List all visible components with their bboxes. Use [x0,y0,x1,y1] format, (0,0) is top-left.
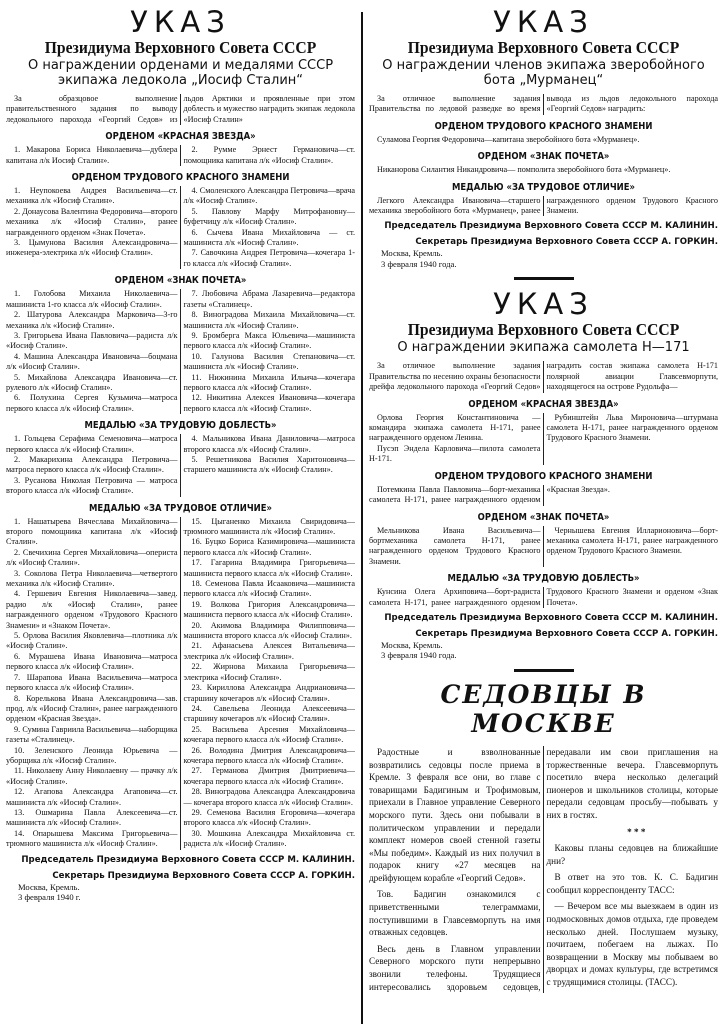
awardee-item: 1. Макарова Бориса Николаевича—дублера капитана л/к Иосиф Сталин». [6,145,178,165]
awardee-item: 24. Савельева Леонида Алексеевича—старшину кочегаров л/к «Иосиф Сталин». [183,703,355,724]
separator-rule [514,669,574,672]
award-heading: ОРДЕНОМ ТРУДОВОГО КРАСНОГО ЗНАМЕНИ [71,172,290,184]
award-list [369,196,718,217]
article-paragraph: — Вечером все мы выезжаем в один из подмосковных домов отдыха, где проведем несколько дней. Послушаем музыку, почитаем, побегаем на лыжах. По возвращении в Москву мы побываем во дворцах и домах культуры, где встретимся с трудящимися столицы. (ТАСС). [546,901,718,988]
decree-issuer: Президиума Верховного Совета СССР [407,320,680,340]
awardee-item: 28. Виноградова Александра Александровича — кочегара второго класса л/к «Иосиф Сталин». [183,787,355,807]
article-paragraph: В ответ на это тов. К. С. Бадигин сообщил корреспонденту ТАСС: [546,872,718,895]
awardee-item: 1. Гольцева Серафима Семеновича—матроса первого класса л/к «Иосиф Сталин». [6,434,178,454]
awardee-item: Пусэп Эндела Карловича—пилота самолета Н-171. [369,443,541,464]
award-list [369,135,718,145]
awardee-item: 1. Голобова Михаила Николаевича—машиниста 1-го класса л/к «Иосиф Сталин». [6,289,178,309]
decree-plane-n171 [369,288,718,661]
awardee-item: 19. Волкова Григория Александровича—машиниста первого класса л/к «Иосиф Сталин». [183,599,355,620]
awardee-item: 3. Григорьева Ивана Павловича—радиста л/к «Иосиф Сталин». [6,330,178,351]
intro-paragraph: За отличное выполнение задания Правительства по ледовой разведке во время вывода из льдов ледокольного парохода «Георгий Седов» наградить: [369,94,718,114]
awardee-item: 26. Володина Дмитрия Александровича—кочегара первого класса л/к «Иосиф Сталин». [183,745,355,765]
article-paragraph: Радостные и взволнованные возвратились седовцы после приема в Кремле. 3 февраля все они, во главе с товарищами Бадигиным и Трофимовым, приехали в Главное управление Северного морского пути. Здесь они побывали в политическом управлении и передали комплект номеров своей стенной газеты «Мы победим». Каждый из них получил в подарок книгу «27 месяцев на дрейфующем корабле «Георгий Седов». [369,746,541,883]
decree-murmanets [369,6,718,269]
article-paragraph: * * * [627,826,646,837]
article-paragraph: Каковы планы седовцев на ближайшие дни? [546,843,718,866]
awardee-item: 7. Шарапова Ивана Васильевича—матроса первого класса л/к «Иосиф Сталин». [6,672,178,693]
decree-issuer: Президиума Верховного Совета СССР [407,38,680,57]
awardee-item: 10. Зеленского Леонида Юрьевича — уборщика л/к «Иосиф Сталин». [6,745,178,765]
awardee-item: 2. Шатурова Александра Марковича—3-го механика л/к «Иосиф Сталин». [6,310,178,330]
awardee-item: 9. Сумина Гавриила Васильевича—наборщика газеты «Сталинец». [6,724,178,745]
awardee-item: 27. Германова Дмитрия Дмитриевича—кочегара первого класса л/к «Иосиф Сталин». [183,766,355,786]
awardee-item: 13. Ошмарина Павла Алексеевича—ст. машиниста л/к «Иосиф Сталин». [6,807,178,828]
awardee-item: 2. Свечихина Сергея Михайловича—оперистa л/к «Иосиф Сталин». [6,547,178,568]
awardee-item: 25. Васильева Арсения Михайловича—кочегара первого класса л/к «Иосиф Сталин». [183,724,355,745]
right-column [363,0,724,1024]
award-heading: ОРДЕНОМ ТРУДОВОГО КРАСНОГО ЗНАМЕНИ [434,120,653,132]
awardee-item: 10. Галунова Василия Степановича—ст. машиниста л/к «Иосиф Сталин». [183,351,355,372]
chairman-signature: Председатель Президиума Верховного Совета СССР М. КАЛИНИН. [384,221,718,232]
awardee-item: 2. Румме Эрнест Германовича—ст. помощника капитана л/к «Иосиф Сталин». [183,145,355,165]
awardee-item: 5. Орлова Василия Яковлевича—плотника л/к «Иосиф Сталин». [6,631,178,651]
awardee-item: 5. Решетникова Василия Харитоновича—старшего машиниста л/к «Иосиф Сталин». [183,454,355,475]
awardee-item: 3. Соколова Петра Николаевича—четвертого механика л/к «Иосиф Сталин». [6,568,178,589]
awardee-item: 20. Акимова Владимира Филипповича—машиниста второго класса л/к «Иосиф Сталин». [183,620,355,641]
awardee-item: Кунсина Олега Архиповича—борт-радиста самолета Н-171, ранее награжденного орденом Трудового Красного Знамени и орденом «Знак Почета». [369,587,718,607]
awardee-item: Чернышева Евгения Илларионовича—борт-механика самолета Н-171, ранее награжденного орденом Трудового Красного Знамени. [546,525,718,556]
awardee-item: Легкого Александра Ивановича—старшего механика зверобойного бота «Мурманец», ранее награжденного орденом Трудового Красного Знамени. [369,195,718,216]
awardee-item: 5. Михайлова Александра Ивановича—ст. рулевого л/к «Иосиф Сталин». [6,372,178,392]
award-list [6,145,355,166]
decree-date: 3 февраля 1940 года. [381,258,457,269]
awardee-item: 29. Семенова Василия Егоровича—кочегара второго класса л/к «Иосиф Сталин». [183,807,355,828]
article-sedovtsy [369,680,718,993]
intro-paragraph: За отличное выполнение задания Правительства по несению охраны безопасности дрейфа ледокольного парохода «Георгий Седов» наградить состав экипажа самолета Н-171 полярной авиации Главсевморпути, находящегося на острове Рудольфа— [369,361,718,392]
decree-place: Москва, Кремль. [381,639,443,650]
award-heading: ОРДЕНОМ «КРАСНАЯ ЗВЕЗДА» [105,131,256,143]
awardee-item: 21. Афанасьева Алексея Витальевича—электрика л/к «Иосиф Сталин». [183,641,355,661]
awardee-item: 5. Павлову Марфу Митрофановну—буфетчицу л/к «Иосиф Сталин». [183,206,355,227]
article-title: СЕДОВЦЫ В МОСКВЕ [440,679,647,738]
secretary-signature: Секретарь Президиума Верховного Совета СССР А. ГОРКИН. [415,237,718,248]
article-body [369,746,718,993]
awardee-item: 16. Буцко Бориса Казимировича—машиниста первого класса л/к «Иосиф Сталин». [183,537,355,557]
decree-title: УКАЗ [493,287,594,322]
awardee-item: 11. Нижинина Михаила Ильича—кочегара первого класса л/к «Иосиф Сталин». [183,372,355,392]
awardee-item: 9. Бромберга Макса Юльевича—машиниста первого класса л/к «Иосиф Сталин». [183,330,355,351]
award-heading: МЕДАЛЬЮ «ЗА ТРУДОВУЮ ДОБЛЕСТЬ» [84,420,277,432]
awardee-item: 22. Жирнова Михаила Григорьевича—электрика «Иосиф Сталин». [183,662,355,682]
awardee-item: 17. Гагарина Владимира Григорьевича—машиниста первого класса л/к «Иосиф Сталин». [183,558,355,578]
award-list [6,186,355,269]
awardee-item: 12. Никитина Алексея Ивановича—кочегара первого класса л/к «Иосиф Сталин». [183,393,355,413]
separator-rule [514,277,574,280]
awardee-item: 2. Донаусова Валентина Федоровича—второго механика л/к «Иосиф Сталин», ранее награжденного орденом «Знак Почета». [6,206,178,237]
awardee-item: 3. Цымунова Василия Александровича—инженера-электрика л/к «Иосиф Сталин». [6,238,178,258]
awardee-item: 7. Савочкина Андрея Петровича—кочегара 1-го класса л/к «Иосиф Сталин». [183,248,355,268]
awardee-item: Рубинштейн Льва Мироновича—штурмана самолета Н-171, ранее награжденного орденом Трудового Красного Знамени. [546,412,718,443]
award-list [369,526,718,568]
awardee-item: 1. Неупокоева Андрея Васильевича—ст. механика л/к «Иосиф Сталин». [6,186,178,206]
award-heading: МЕДАЛЬЮ «ЗА ТРУДОВОЕ ОТЛИЧИЕ» [89,502,272,514]
award-heading: ОРДЕНОМ ТРУДОВОГО КРАСНОГО ЗНАМЕНИ [434,470,653,482]
intro-paragraph: За образцовое выполнение правительственного задания по выводу ледокольного парохода «Георгий Седов» из льдов Арктики и проявленные при этом доблесть и мужество наградить экипаж ледокола «Иосиф Сталин» [6,94,355,124]
article-paragraph: Весь день в Главном управлении Северного морского пути непрерывно звонили телефоны. Трудящиеся интересовались здоровьем седовцев, передавали им свои приглашения на торжественные вечера. Главсевморпуть посетило вчера несколько делегаций пионеров и школьников столицы, которые передали седовцам просьбу—побывать у них в гостях. [369,746,718,992]
awardee-item: 12. Агапова Александра Агаповича—ст. машиниста л/к «Иосиф Сталин». [6,787,178,807]
award-list [6,434,355,496]
award-list [6,289,355,414]
awardee-item: 4. Гершевич Евгения Николаевича—завед. радио л/к «Иосиф Сталин», ранее награжденного орденом «Трудового Красного Знамени» и «Знаком Почета». [6,589,178,630]
decree-place: Москва, Кремль. [381,248,443,259]
secretary-signature: Секретарь Президиума Верховного Совета СССР А. ГОРКИН. [52,870,355,881]
awardee-item: Орлова Георгия Константиновича — командира экипажа самолета Н-171, ранее награжденного орденом Ленина. [369,412,541,443]
award-list [369,165,718,175]
awardee-item: 4. Мальникова Ивана Даниловича—матроса второго класса л/к «Иосиф Сталин». [183,434,355,454]
award-heading: ОРДЕНОМ «КРАСНАЯ ЗВЕЗДА» [468,398,619,410]
decree-subject: О награждении орденами и медалями СССР экипажа ледокола „Иосиф Сталин“ [27,58,334,88]
award-heading: МЕДАЛЬЮ «ЗА ТРУДОВУЮ ДОБЛЕСТЬ» [447,573,640,585]
decree-title: УКАЗ [130,5,231,39]
secretary-signature: Секретарь Президиума Верховного Совета СССР А. ГОРКИН. [415,628,718,639]
decree-place: Москва, Кремль. [18,881,80,892]
decree-date: 3 февраля 1940 года. [381,650,457,661]
award-list [369,413,718,465]
decree-intro [369,361,718,392]
award-heading: ОРДЕНОМ «ЗНАК ПОЧЕТА» [114,275,247,287]
chairman-signature: Председатель Президиума Верховного Совета СССР М. КАЛИНИН. [384,612,718,623]
awardee-item: 6. Мурашева Ивана Ивановича—матроса первого класса л/к «Иосиф Сталин». [6,651,178,672]
awardee-item: 8. Корелькова Ивана Александровича—зав. прод. л/к «Иосиф Сталин», ранее награжденного орденом «Красная Звезда». [6,693,178,724]
award-list [6,517,355,850]
awardee-item: 11. Николаеву Анну Николаевну — прачку л/к «Иосиф Сталин». [6,766,178,786]
awardee-item: 30. Мошкина Александра Михайловича ст. радиста л/к «Иосиф Сталин». [183,828,355,849]
award-list [369,587,718,608]
awardee-item: Потемкина Павла Павловича—борт-механика самолета Н-171, ранее награжденного орденом «Красная Звезда». [369,484,610,505]
article-paragraph: Тов. Бадигин ознакомился с приветственными телеграммами, поступившими в Главсевморпуть на имя отважных седовцев. [369,889,541,938]
awardee-item: 7. Любовича Абрама Лазаревича—редактора газеты «Сталинец». [183,289,355,309]
awardee-item: Никанорова Силантия Никандровича— помполита зверобойного бота «Мурманец». [377,165,671,175]
awardee-item: 8. Виноградова Михаила Михайловича—ст. машиниста л/к «Иосиф Сталин». [183,310,355,330]
awardee-item: 18. Семенова Павла Исааковича—машиниста первого класса л/к «Иосиф Сталин». [183,579,355,599]
award-heading: МЕДАЛЬЮ «ЗА ТРУДОВОЕ ОТЛИЧИЕ» [452,181,635,193]
chairman-signature: Председатель Президиума Верховного Совета СССР М. КАЛИНИН. [21,854,355,865]
decree-icebreaker-stalin [0,0,361,1024]
decree-date: 3 февраля 1940 г. [18,892,81,903]
awardee-item: 2. Макарихина Александра Петровича—матроса первого класса л/к «Иосиф Сталин». [6,454,178,475]
decree-issuer: Президиума Верховного Совета СССР [44,38,317,57]
awardee-item: Суламова Георгия Федоровича—капитана зверобойного бота «Мурманец». [377,134,640,144]
decree-title: УКАЗ [493,5,594,39]
decree-subject: О награждении членов экипажа зверобойного бота „Мурманец“ [382,58,705,88]
award-list [369,485,718,506]
award-heading: ОРДЕНОМ «ЗНАК ПОЧЕТА» [477,511,610,523]
awardee-item: Мельникова Ивана Васильевича—бортмеханика самолета Н-171, ранее награжденного орденом Трудового Красного Знамени. [369,525,541,566]
awardee-item: 14. Опарышева Максима Григорьевича—трюмного машиниста л/к «Иосиф Сталин». [6,828,178,849]
award-heading: ОРДЕНОМ «ЗНАК ПОЧЕТА» [477,151,610,163]
decree-intro [369,94,718,115]
awardee-item: 15. Цыганенко Михаила Свиридовича—трюмного машиниста л/к «Иосиф Сталин». [183,516,355,536]
awardee-item: 6. Полухина Сергея Кузьмича—матроса первого класса л/к «Иосиф Сталин». [6,393,178,413]
awardee-item: 23. Кириллова Александра Андриановича—старшину кочегаров л/к «Иосиф Сталин». [183,683,355,703]
awardee-item: 1. Нашатырева Вячеслава Михайловича—второго помощника капитана л/к «Иосиф Сталин». [6,516,178,547]
decree-subject: О награждении экипажа самолета Н—171 [397,340,690,356]
awardee-item: 4. Машина Александра Ивановича—боцмана л/к «Иосиф Сталин». [6,351,178,372]
awardee-item: 3. Русанова Николая Петровича — матроса второго класса л/к «Иосиф Сталин». [6,475,178,496]
decree-intro [6,94,355,125]
awardee-item: 4. Смоленского Александра Петровича—врача л/к «Иосиф Сталин». [183,186,355,206]
awardee-item: 6. Сычева Ивана Михайловича — ст. машиниста л/к «Иосиф Сталин». [183,227,355,248]
